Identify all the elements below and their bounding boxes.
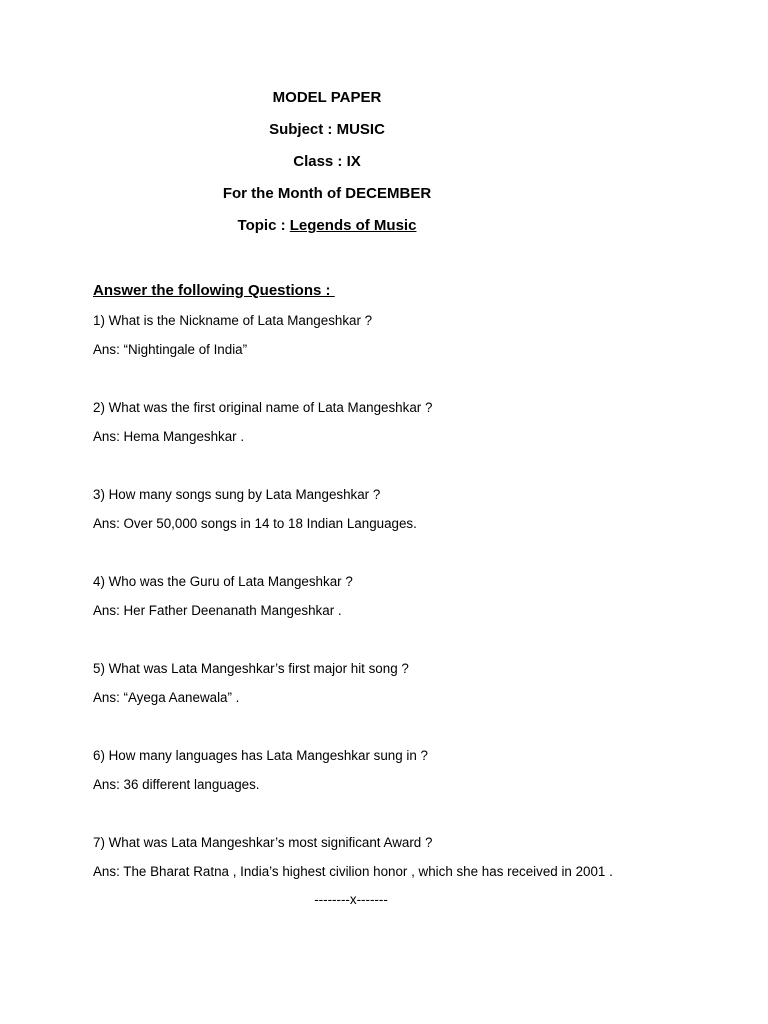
month-line: For the Month of DECEMBER <box>222 185 432 202</box>
topic-label: Topic : <box>237 217 290 234</box>
question-item <box>93 486 713 573</box>
answer-text: Ans: “Nightingale of India” <box>93 342 248 357</box>
question-text: 2) What was the first original name of Lata Mangeshkar ? <box>93 400 433 415</box>
question-text: 7) What was Lata Mangeshkar’s most significant Award ? <box>93 835 433 850</box>
topic-value: Legends of Music <box>289 217 417 234</box>
paper-header <box>0 88 654 248</box>
topic-line <box>0 216 654 248</box>
answer-text: Ans: Her Father Deenanath Mangeshkar . <box>93 603 342 618</box>
question-item <box>93 573 713 660</box>
question-item <box>93 399 713 486</box>
paper-title: MODEL PAPER <box>272 89 382 106</box>
answer-text: Ans: Hema Mangeshkar . <box>93 429 245 444</box>
question-item <box>93 747 713 834</box>
question-text: 5) What was Lata Mangeshkar’s first major hit song ? <box>93 661 409 676</box>
question-text: 4) Who was the Guru of Lata Mangeshkar ? <box>93 574 353 589</box>
question-item <box>93 312 713 399</box>
answer-text: Ans: The Bharat Ratna , India’s highest civilion honor , which she has received in 2001 . <box>93 864 613 879</box>
question-list <box>93 312 713 921</box>
question-text: 6) How many languages has Lata Mangeshkar sung in ? <box>93 748 428 763</box>
answer-text: Ans: “Ayega Aanewala” . <box>93 690 240 705</box>
class-line: Class : IX <box>293 153 361 170</box>
end-mark: --------x------- <box>314 892 388 907</box>
question-text: 1) What is the Nickname of Lata Mangeshkar ? <box>93 313 373 328</box>
subject-line: Subject : MUSIC <box>269 121 385 138</box>
answer-text: Ans: 36 different languages. <box>93 777 260 792</box>
question-text: 3) How many songs sung by Lata Mangeshkar ? <box>93 487 381 502</box>
answer-text: Ans: Over 50,000 songs in 14 to 18 Indian Languages. <box>93 516 417 531</box>
section-heading: Answer the following Questions : <box>93 282 335 299</box>
question-item <box>93 660 713 747</box>
